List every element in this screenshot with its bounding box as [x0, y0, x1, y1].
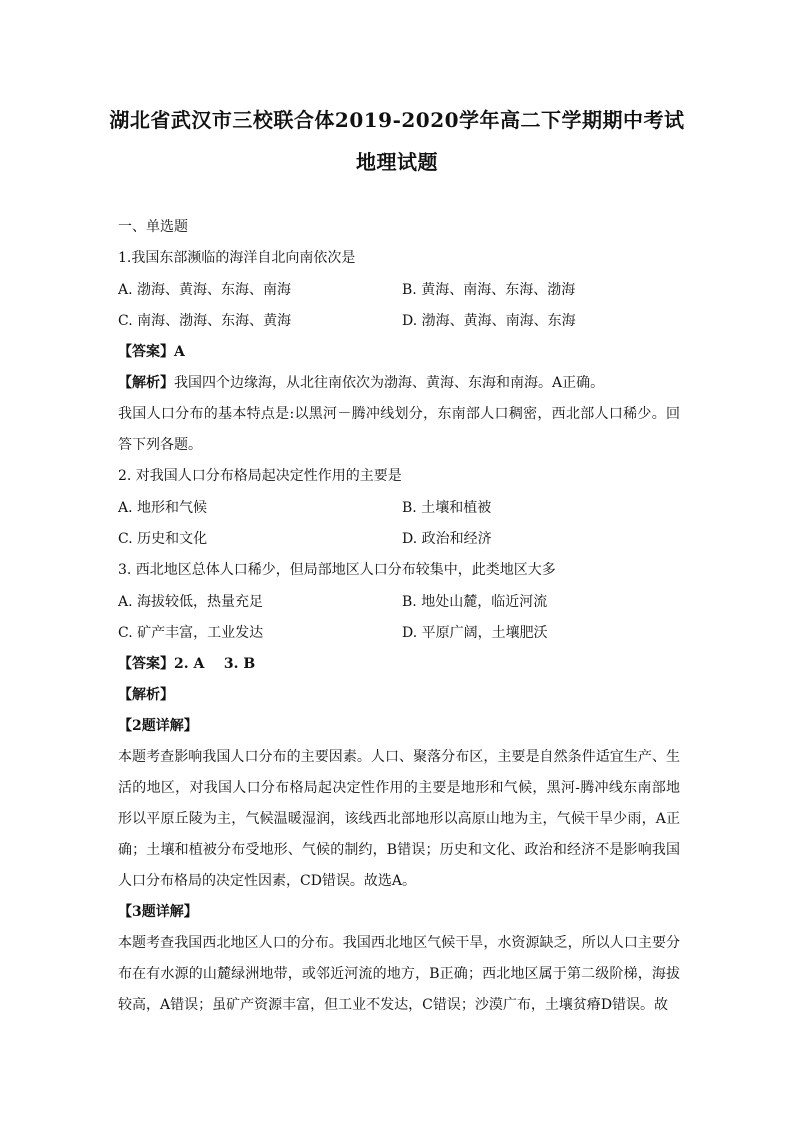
q3-option-a: A. 海拔较低，热量充足 [118, 594, 264, 610]
page-title: 湖北省武汉市三校联合体2019-2020学年高二下学期期中考试 [109, 108, 685, 132]
q1-analysis [118, 373, 604, 393]
q1-answer: 【答案】A [118, 344, 185, 360]
q1-option-d: D. 渤海、黄海、南海、东海 [402, 313, 576, 329]
q2-option-c: C. 历史和文化 [118, 531, 208, 547]
q3-detail-label: 【3题详解】 [118, 904, 198, 920]
q23-answers: 【答案】2. A 3. B [118, 656, 256, 672]
q2-detail-text: 本题考查影响我国人口分布的主要因素。人口、聚落分布区，主要是自然条件适宜生产、生活的地区，对我国人口分布格局起决定性作用的主要是地形和气候，黑河-腾冲线东南部地形以平原丘陵为主，气候温暖湿润，该线西北部地形以高原山地为主，气候干旱少雨，A正确；土壤和植被分布受地形、气候的制约，B错误；历史和文化、政治和经济不是影响我国人口分布格局的决定性因素，CD错误。故选A。 [118, 749, 680, 889]
q1-analysis-text: 我国四个边缘海，从北往南依次为渤海、黄海、东海和南海。A正确。 [174, 375, 605, 391]
page-subtitle: 地理试题 [356, 150, 438, 174]
section-heading: 一、单选题 [118, 219, 188, 235]
q3-option-b: B. 地处山麓，临近河流 [402, 594, 548, 610]
q2-detail-label: 【2题详解】 [118, 718, 198, 734]
q2-option-d: D. 政治和经济 [402, 531, 492, 547]
q3-stem: 3. 西北地区总体人口稀少，但局部地区人口分布较集中，此类地区大多 [118, 562, 556, 578]
q1-stem: 1.我国东部濒临的海洋自北向南依次是 [118, 250, 356, 266]
q23-analysis-label: 【解析】 [118, 687, 174, 703]
q3-detail-text: 本题考查我国西北地区人口的分布。我国西北地区气候干旱，水资源缺乏，所以人口主要分布在有水源的山麓绿洲地带，或邻近河流的地方，B正确；西北地区属于第二级阶梯，海拔较高，A错误；虽矿产资源丰富，但工业不发达，C错误；沙漠广布，土壤贫瘠D错误。故 [118, 935, 680, 1013]
q1-option-c: C. 南海、渤海、东海、黄海 [118, 313, 292, 329]
q2-option-b: B. 土壤和植被 [402, 500, 492, 516]
q3-option-d: D. 平原广阔，土壤肥沃 [402, 625, 548, 641]
q3-option-c: C. 矿产丰富，工业发达 [118, 625, 264, 641]
q1-analysis-label: 【解析】 [118, 375, 174, 391]
q2-stem: 2. 对我国人口分布格局起决定性作用的主要是 [118, 468, 402, 484]
q1-option-b: B. 黄海、南海、东海、渤海 [402, 282, 576, 298]
material-paragraph: 我国人口分布的基本特点是:以黑河－腾冲线划分，东南部人口稠密，西北部人口稀少。回答下列各题。 [118, 406, 680, 453]
q2-option-a: A. 地形和气候 [118, 500, 208, 516]
q1-option-a: A. 渤海、黄海、东海、南海 [118, 282, 292, 298]
